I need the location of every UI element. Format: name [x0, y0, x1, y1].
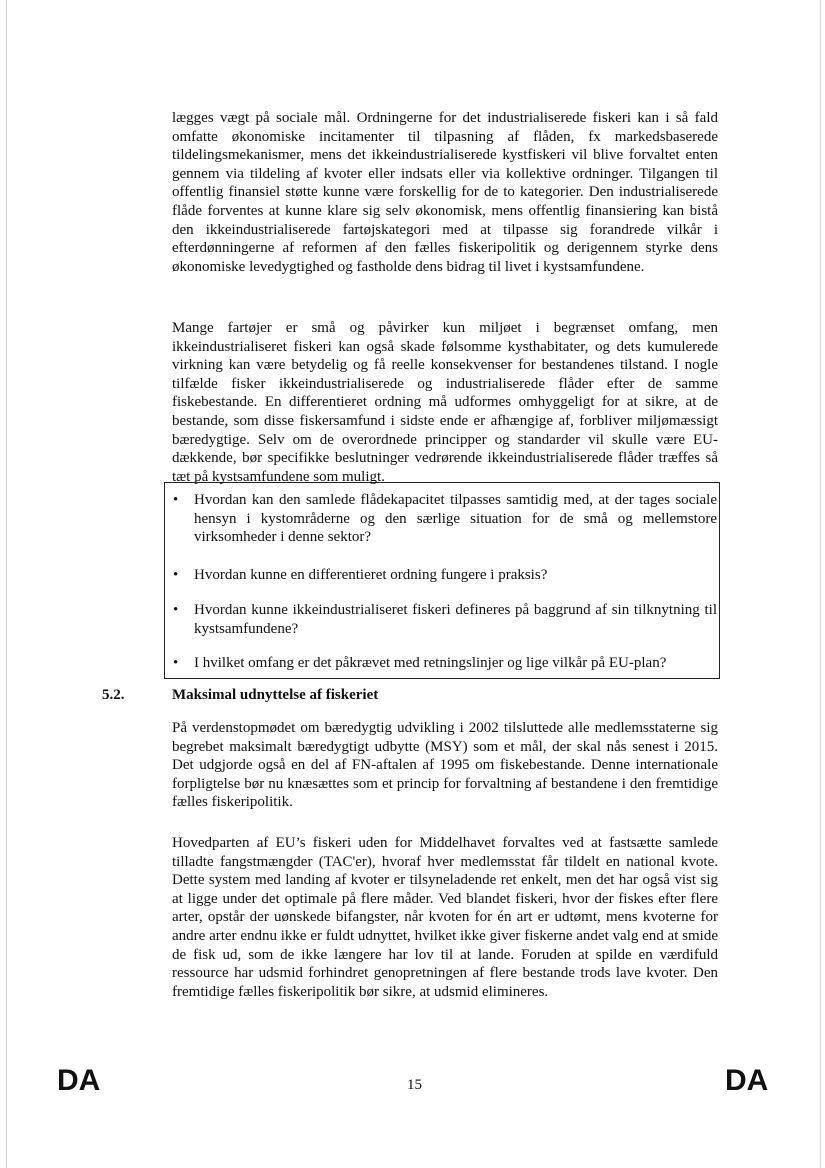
bullet-icon: •	[173, 655, 179, 671]
question-text: Hvordan kan den samlede flådekapacitet tilpasses samtidig med, at der tages sociale hensyn i kystområderne og den særlige situation for de små og mellemstore virksomheder i denne sektor?	[194, 492, 717, 546]
paragraph-small-vessels: Mange fartøjer er små og påvirker kun miljøet i begrænset omfang, men ikkeindustrialiseret fiskeri kan også skade følsomme kysthabitater, og dets kumulerede virkning kan være betydelig og få reelle konsekvenser for bestandenes tilstand. I nogle tilfælde fisker ikkeindustrialiserede og industrialiserede flåder efter de samme fiskebestande. En differentieret ordning må udformes omhyggeligt for at sikre, at de bestande, som disse fiskersamfund i sidste ende er afhængige af, forbliver miljømæssigt bæredygtige. Selv om de overordnede principper og standarder vil skulle være EU-dækkende, bør specifikke beslutninger vedrørende ikkeindustrialiserede flåder træffes så tæt på kystsamfundene som muligt.	[172, 320, 718, 485]
page-number: 15	[407, 1077, 422, 1093]
section-title: Maksimal udnyttelse af fiskeriet	[172, 687, 379, 703]
footer-language-right: DA	[725, 1064, 769, 1097]
body-text-lower	[172, 719, 718, 1001]
bullet-icon: •	[173, 602, 179, 618]
question-item	[173, 601, 717, 638]
question-text: I hvilket omfang er det påkrævet med retningslinjer og lige vilkår på EU-plan?	[194, 655, 667, 671]
question-text: Hvordan kunne en differentieret ordning fungere i praksis?	[194, 567, 548, 583]
questions-box	[164, 482, 720, 679]
question-item	[173, 566, 717, 585]
bullet-icon: •	[173, 492, 179, 508]
paragraph-social-goals: lægges vægt på sociale mål. Ordningerne for det industrialiserede fiskeri kan i så fald omfatte økonomiske incitamenter til tilpasning af flåden, fx markedsbaserede tildelingsmekanismer, mens det ikkeindustrialiserede kystfiskeri vil blive forvaltet enten gennem via tildeling af kvoter eller indsats eller via kollektive ordninger. Tilgangen til offentlig finansiel støtte kunne være forskellig for de to kategorier. Den industrialiserede flåde forventes at kunne klare sig selv økonomisk, mens offentlig finansiering kan bistå den ikkeindustrialiserede fartøjskategori med at tilpasse sig forandrede vilkår i efterdønningerne af reformen af den fælles fiskeripolitik og derigennem styrke dens økonomiske levedygtighed og fastholde dens bidrag til livet i kystsamfundene.	[172, 110, 718, 275]
page-edge-right	[820, 0, 821, 1168]
section-number: 5.2.	[102, 687, 125, 703]
question-item	[173, 491, 717, 547]
paragraph-msy: På verdenstopmødet om bæredygtig udvikling i 2002 tilsluttede alle medlemsstaterne sig begrebet maksimalt bæredygtigt udbytte (MSY) som et mål, der skal nås senest i 2015. Det udgjorde også en del af FN-aftalen af 1995 om fiskebestande. Denne internationale forpligtelse bør nu knæsættes som et princip for forvaltning af bestandene i den fremtidige fælles fiskeripolitik.	[172, 720, 718, 811]
paragraph-discards: Hovedparten af EU’s fiskeri uden for Middelhavet forvaltes ved at fastsætte samlede tilladte fangstmængder (TAC'er), hvoraf hver medlemsstat får tildelt en national kvote. Dette system med landing af kvoter er tilsyneladende ret enkelt, men det har også vist sig at ligge under det optimale på flere måder. Ved blandet fiskeri, hvor der fiskes efter flere arter, opstår der uønskede bifangster, når kvoten for én art er udtømt, mens kvoterne for andre arter endnu ikke er fuldt udnyttet, hvilket ikke giver fiskerne andet valg end at smide de fisk ud, som de ikke længere har lov til at lande. Foruden at spilde en værdifuld ressource har udsmid forhindret genopretningen af flere bestande trods lave kvoter. Den fremtidige fælles fiskeripolitik bør sikre, at udsmid elimineres.	[172, 834, 718, 1000]
page-edge-left	[6, 0, 7, 1168]
footer-language-left: DA	[57, 1064, 101, 1097]
body-text-upper	[172, 109, 718, 487]
question-text: Hvordan kunne ikkeindustrialiseret fiskeri defineres på baggrund af sin tilknytning til kystsamfundene?	[194, 602, 717, 637]
bullet-icon: •	[173, 567, 179, 583]
question-item	[173, 654, 717, 673]
